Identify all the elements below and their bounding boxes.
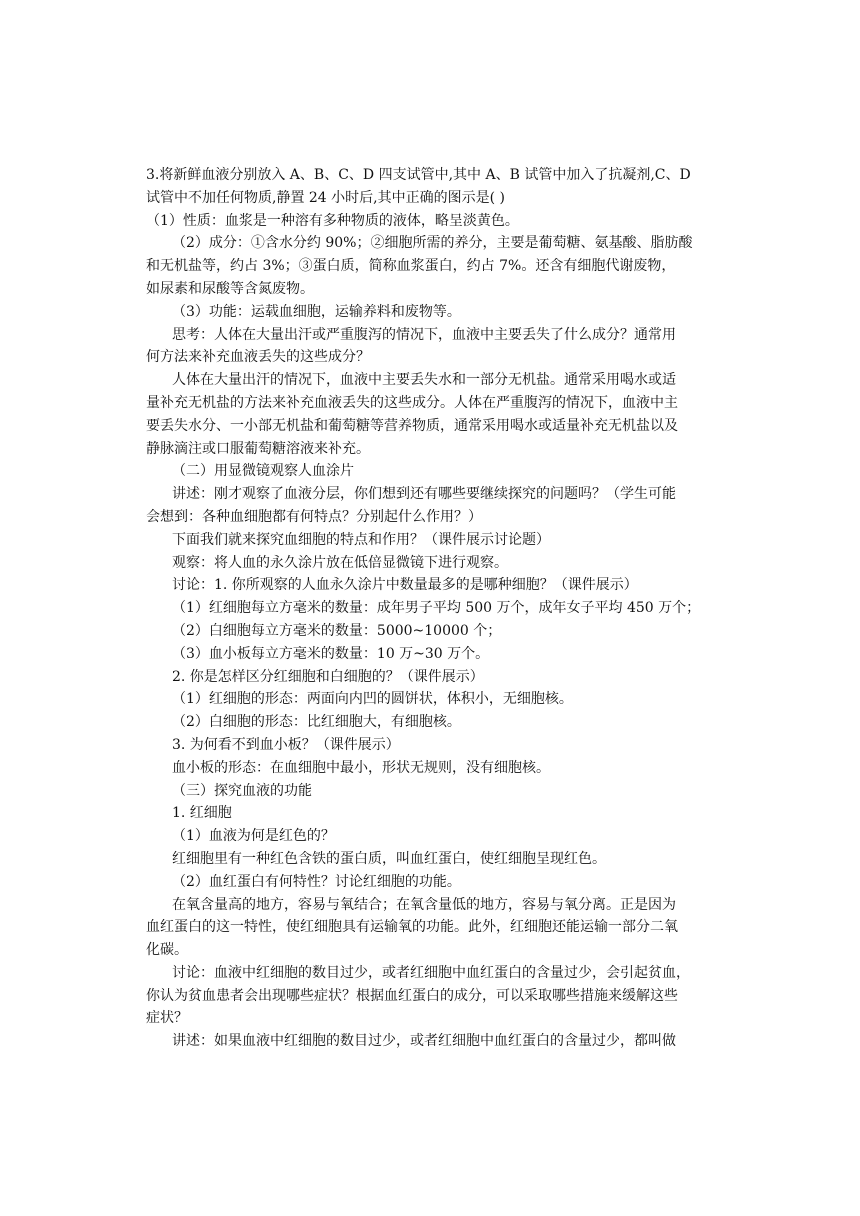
text-line: （三）探究血液的功能 <box>172 782 312 799</box>
text-line: 人体在大量出汗的情况下，血液中主要丢失水和一部分无机盐。通常采用喝水或适 <box>172 372 676 389</box>
text-line: 静脉滴注或口服葡萄糖溶液来补充。 <box>146 440 370 457</box>
text-line: （2）白细胞每立方毫米的数量：5000~10000 个； <box>172 622 502 639</box>
text-line: （二）用显微镜观察人血涂片 <box>172 463 354 480</box>
text-line: 3.将新鲜血液分别放入 A、B、C、D 四支试管中,其中 A、B 试管中加入了抗凝剂,C、D <box>146 167 691 183</box>
text-line: 量补充无机盐的方法来补充血液丢失的这些成分。人体在严重腹泻的情况下，血液中主 <box>146 394 678 411</box>
text-line: 何方法来补充血液丢失的这些成分？ <box>146 349 370 366</box>
text-line: 化碳。 <box>146 942 188 959</box>
text-line: 思考：人体在大量出汗或严重腹泻的情况下，血液中主要丢失了什么成分？通常用 <box>172 326 676 343</box>
text-line: （2）白细胞的形态：比红细胞大，有细胞核。 <box>172 714 461 731</box>
text-line: 红细胞里有一种红色含铁的蛋白质，叫血红蛋白，使红细胞呈现红色。 <box>172 850 606 867</box>
text-line: 讨论：血液中红细胞的数目过少，或者红细胞中血红蛋白的含量过少，会引起贫血， <box>172 964 690 981</box>
text-line: 在氧含量高的地方，容易与氧结合；在氧含量低的地方，容易与氧分离。正是因为 <box>172 896 676 913</box>
text-line: 血小板的形态：在血细胞中最小，形状无规则，没有细胞核。 <box>172 759 550 776</box>
text-line: 下面我们就来探究血细胞的特点和作用？（课件展示讨论题） <box>172 531 550 548</box>
text-line: （1）红细胞每立方毫米的数量：成年男子平均 500 万个，成年女子平均 450 万个； <box>172 600 701 617</box>
text-line: 如尿素和尿酸等含氮废物。 <box>146 280 314 297</box>
text-line: （2）成分：①含水分约 90%；②细胞所需的养分，主要是葡萄糖、氨基酸、脂肪酸 <box>172 235 693 252</box>
text-line: 会想到：各种血细胞都有何特点？分别起什么作用？） <box>146 508 482 525</box>
text-line: （1）性质：血浆是一种溶有多种物质的液体，略呈淡黄色。 <box>146 212 519 229</box>
text-line: 试管中不加任何物质,静置 24 小时后,其中正确的图示是( ) <box>146 189 505 206</box>
text-line: （1）血液为何是红色的？ <box>172 828 335 845</box>
text-line: 讲述：刚才观察了血液分层，你们想到还有哪些要继续探究的问题吗？（学生可能 <box>172 486 676 503</box>
text-line: 1. 红细胞 <box>172 805 232 822</box>
text-line: 要丢失水分、一小部无机盐和葡萄糖等营养物质，通常采用喝水或适量补充无机盐以及 <box>146 417 678 434</box>
text-line: （3）功能：运载血细胞，运输养料和废物等。 <box>172 303 461 320</box>
text-line: 观察：将人血的永久涂片放在低倍显微镜下进行观察。 <box>172 554 508 571</box>
text-line: 血红蛋白的这一特性，使红细胞具有运输氧的功能。此外，红细胞还能运输一部分二氧 <box>146 919 678 936</box>
text-line: （1）红细胞的形态：两面向内凹的圆饼状，体积小，无细胞核。 <box>172 691 573 708</box>
text-line: 和无机盐等，约占 3%；③蛋白质，简称血浆蛋白，约占 7%。还含有细胞代谢废物， <box>146 258 676 275</box>
document-body <box>146 164 718 1053</box>
text-line: 3. 为何看不到血小板？（课件展示） <box>172 736 400 753</box>
text-line: （3）血小板每立方毫米的数量：10 万~30 万个。 <box>172 645 490 662</box>
text-line: 2. 你是怎样区分红细胞和白细胞的？（课件展示） <box>172 668 484 685</box>
text-line: 你认为贫血患者会出现哪些症状？根据血红蛋白的成分，可以采取哪些措施来缓解这些 <box>146 987 678 1004</box>
text-line: 症状？ <box>146 1010 188 1027</box>
text-line: 讨论：1. 你所观察的人血永久涂片中数量最多的是哪种细胞？（课件展示） <box>172 577 638 594</box>
text-line: 讲述：如果血液中红细胞的数目过少，或者红细胞中血红蛋白的含量过少，都叫做 <box>172 1033 676 1050</box>
text-line: （2）血红蛋白有何特性？讨论红细胞的功能。 <box>172 873 461 890</box>
